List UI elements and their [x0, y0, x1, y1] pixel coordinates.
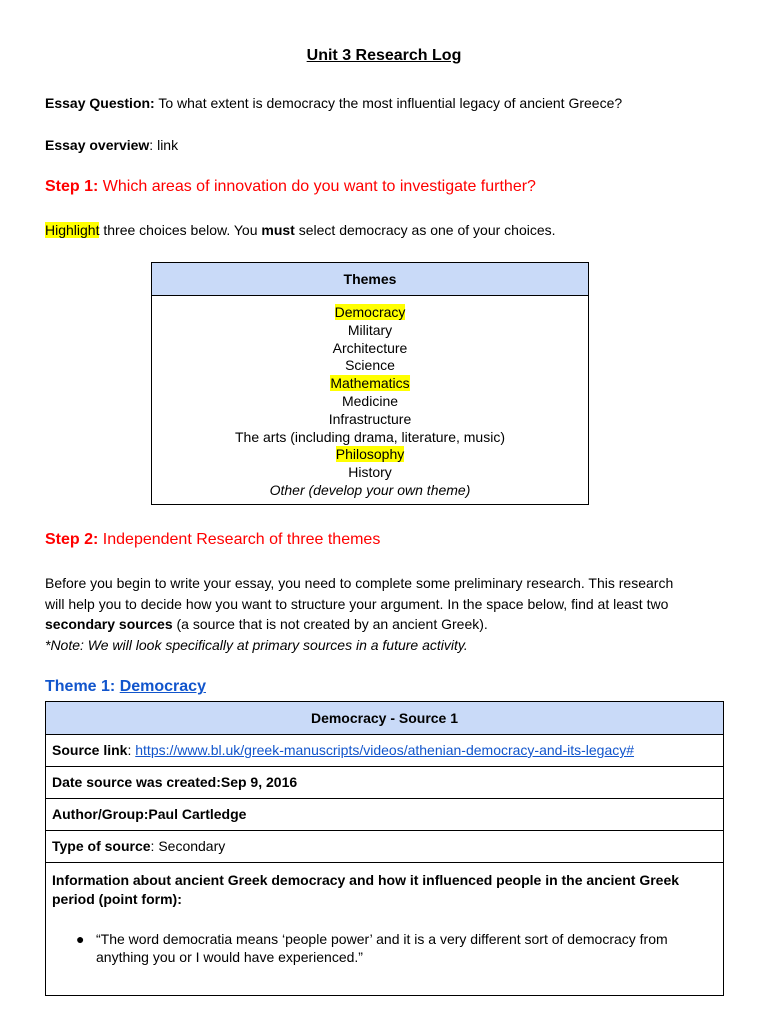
- theme-item: [152, 375, 588, 393]
- source-table-header: Democracy - Source 1: [46, 702, 723, 735]
- theme-item-label: Science: [345, 357, 395, 374]
- essay-overview-link[interactable]: link: [157, 137, 179, 153]
- step2-text: Independent Research of three themes: [102, 531, 381, 548]
- theme-item-label: Mathematics: [330, 375, 410, 392]
- theme-item: [152, 340, 588, 358]
- themes-table: [151, 262, 589, 505]
- source-link-url[interactable]: https://www.bl.uk/greek-manuscripts/videos/athenian-democracy-and-its-legacy#: [135, 742, 635, 758]
- step1-heading: [45, 177, 536, 197]
- type-row: Type of source: Secondary: [46, 831, 723, 863]
- page-title: Unit 3 Research Log: [306, 47, 462, 64]
- theme-item-label: Architecture: [332, 339, 408, 356]
- source-link-label: Source link: [52, 742, 128, 758]
- theme-item: [152, 304, 588, 322]
- step2-heading: [45, 530, 380, 550]
- step2-para-line3-rest: (a source that is not created by an ancient Greek).: [176, 616, 488, 632]
- step2-note: *Note: We will look specifically at primary sources in a future activity.: [45, 636, 468, 653]
- step1-instruction: [45, 221, 556, 239]
- type-value: Secondary: [158, 838, 226, 854]
- secondary-sources-term: secondary sources: [45, 616, 173, 632]
- theme1-heading: [45, 678, 206, 696]
- theme1-label: Theme 1:: [45, 678, 116, 695]
- theme-item-label: Infrastructure: [328, 410, 412, 427]
- theme-item-label: Philosophy: [335, 446, 405, 463]
- theme-item: [152, 482, 588, 500]
- author-value: Paul Cartledge: [148, 806, 247, 822]
- step2-para-line: will help you to decide how you want to structure your argument. In the space below, find at least two: [45, 595, 669, 612]
- themes-table-header: Themes: [152, 263, 588, 296]
- theme-item: [152, 411, 588, 429]
- essay-question-text: To what extent is democracy the most influential legacy of ancient Greece?: [158, 95, 623, 111]
- step1-label: Step 1:: [45, 178, 99, 195]
- theme-item-label: The arts (including drama, literature, music): [235, 428, 505, 445]
- instruction-must: must: [261, 222, 295, 238]
- step1-text: Which areas of innovation do you want to investigate further?: [102, 178, 536, 195]
- source-table: [45, 701, 724, 996]
- theme-item-label: Military: [347, 321, 393, 338]
- essay-question-label: Essay Question:: [45, 95, 155, 111]
- bullet-item: [52, 930, 717, 966]
- theme-item: [152, 446, 588, 464]
- info-row: [46, 863, 723, 995]
- source-link-row: Source link: https://www.bl.uk/greek-manuscripts/videos/athenian-democracy-and-its-legacy#: [46, 735, 723, 767]
- step2-para-line: [45, 614, 735, 635]
- step2-para-line: Before you begin to write your essay, you need to complete some preliminary research. This research: [45, 575, 674, 591]
- essay-overview-label: Essay overview: [45, 137, 150, 153]
- info-question: Information about ancient Greek democracy and how it influenced people in the ancient Greek period (point form):: [52, 872, 680, 907]
- themes-list: [152, 296, 588, 500]
- theme-item: [152, 322, 588, 340]
- date-label: Date source was created:: [52, 774, 221, 790]
- theme-item: [152, 393, 588, 411]
- date-row: [46, 767, 723, 799]
- step2-paragraph: [45, 573, 735, 655]
- date-value: Sep 9, 2016: [220, 774, 298, 790]
- theme-item-label: Other (develop your own theme): [269, 481, 471, 498]
- step2-label: Step 2:: [45, 531, 99, 548]
- theme1-name-link[interactable]: Democracy: [119, 678, 206, 695]
- instruction-highlight: Highlight: [45, 222, 100, 238]
- theme-item-label: History: [348, 464, 392, 481]
- instruction-mid: three choices below. You: [103, 222, 258, 238]
- type-label: Type of source: [52, 838, 151, 854]
- theme-item: [152, 429, 588, 447]
- theme-item-label: Democracy: [334, 304, 406, 320]
- theme-item: [152, 464, 588, 482]
- author-label: Author/Group:: [52, 806, 149, 822]
- essay-question: [45, 94, 622, 112]
- instruction-end: select democracy as one of your choices.: [298, 222, 556, 238]
- bullet-dot-icon: ●: [76, 931, 85, 947]
- author-row: [46, 799, 723, 831]
- theme-item-label: Medicine: [341, 392, 399, 409]
- theme-item: [152, 357, 588, 375]
- bullet-text: “The word democratia means ‘people power’ and it is a very different sort of democracy from anything you or I would have experienced.”: [96, 931, 668, 965]
- essay-overview: Essay overview: link: [45, 137, 179, 153]
